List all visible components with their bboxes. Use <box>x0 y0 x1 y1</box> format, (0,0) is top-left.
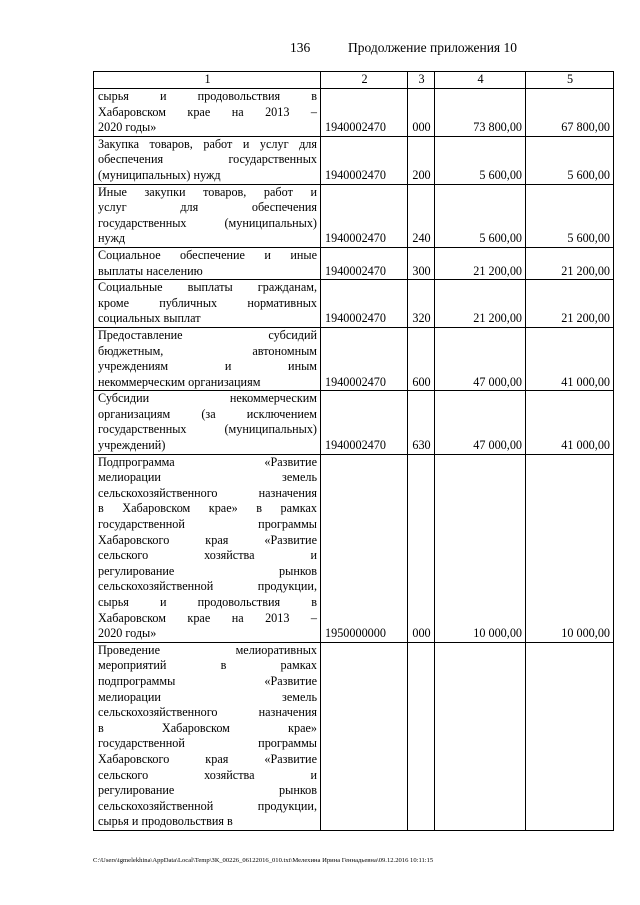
row-name-line: сырья и продовольствия в <box>98 814 233 829</box>
row-name-line: (муниципальных) нужд <box>98 167 221 182</box>
amount-year-2-cell: 5 600,00 <box>526 136 614 184</box>
row-name-line: Подпрограмма «Развитие <box>98 454 317 469</box>
amount-year-2-cell <box>526 642 614 830</box>
row-name-line: социальных выплат <box>98 311 201 326</box>
expense-type-code-cell: 300 <box>408 247 435 279</box>
expense-type-code-cell: 200 <box>408 136 435 184</box>
column-header-2: 2 <box>321 72 408 89</box>
amount-year-1-cell: 47 000,00 <box>435 327 526 390</box>
row-name-line: государственной программы <box>98 517 317 532</box>
target-article-code-cell: 1940002470 <box>321 280 408 328</box>
target-article-code-cell: 1940002470 <box>321 391 408 454</box>
expense-type-code-cell: 630 <box>408 391 435 454</box>
row-name-line: обеспечения государственных <box>98 152 317 167</box>
row-name-line: мелиорации земель <box>98 470 317 485</box>
row-name-line: сырья и продовольствия в <box>98 89 317 103</box>
row-name-line: подпрограммы «Развитие <box>98 673 317 688</box>
target-article-code-cell: 1940002470 <box>321 247 408 279</box>
amount-year-2-cell: 67 800,00 <box>526 89 614 137</box>
column-number-row <box>94 72 614 89</box>
row-name-line: в Хабаровском крае» <box>98 720 317 735</box>
target-article-code-cell: 1940002470 <box>321 327 408 390</box>
expense-type-code-cell: 320 <box>408 280 435 328</box>
appendix-continuation-caption: Продолжение приложения 10 <box>348 40 518 55</box>
table-row <box>94 391 614 454</box>
row-name-line: Предоставление субсидий <box>98 327 317 342</box>
row-name-cell <box>94 280 321 328</box>
row-name-line: Проведение мелиоративных <box>98 642 317 657</box>
row-name-line: кроме публичных нормативных <box>98 295 317 310</box>
expense-type-code-cell <box>408 642 435 830</box>
target-article-code-cell: 1940002470 <box>321 184 408 247</box>
row-name-line: учреждениям и иным <box>98 359 317 374</box>
row-name-line: Закупка товаров, работ и услуг для <box>98 136 317 151</box>
row-name-line: 2020 годы» <box>98 626 157 641</box>
row-name-cell <box>94 89 321 137</box>
expense-type-code-cell: 600 <box>408 327 435 390</box>
page-number: 136 <box>290 40 311 55</box>
column-header-1: 1 <box>94 72 321 89</box>
row-name-line: Хабаровском крае на 2013 – <box>98 610 317 625</box>
target-article-code-cell: 1940002470 <box>321 89 408 137</box>
row-name-cell <box>94 391 321 454</box>
target-article-code-cell <box>321 642 408 830</box>
row-name-cell <box>94 642 321 830</box>
row-name-cell <box>94 327 321 390</box>
row-name-line: сельскохозяйственной продукции, <box>98 579 317 594</box>
table-row <box>94 327 614 390</box>
row-name-cell <box>94 136 321 184</box>
amount-year-2-cell: 21 200,00 <box>526 280 614 328</box>
row-name-line: мелиорации земель <box>98 689 317 704</box>
expense-type-code-cell: 000 <box>408 89 435 137</box>
table-row <box>94 280 614 328</box>
amount-year-1-cell: 47 000,00 <box>435 391 526 454</box>
row-name-line: выплаты населению <box>98 263 203 278</box>
document-file-path: C:\Users\igmelekhina\AppData\Local\Temp\ЗК_00226_06122016_010.txt\Мелехина Ирина Геннадьевна\09.12.2016 10:11:15 <box>93 857 434 864</box>
row-name-line: Хабаровского края «Развитие <box>98 532 317 547</box>
row-name-line: мероприятий в рамках <box>98 658 317 673</box>
row-name-line: Иные закупки товаров, работ и <box>98 184 317 199</box>
table-row <box>94 184 614 247</box>
row-name-line: нужд <box>98 231 126 246</box>
amount-year-1-cell <box>435 642 526 830</box>
row-name-line: учреждений) <box>98 438 166 453</box>
row-name-line: государственной программы <box>98 736 317 751</box>
row-name-cell <box>94 184 321 247</box>
row-name-line: сельскохозяйственного назначения <box>98 485 317 500</box>
target-article-code-cell: 1940002470 <box>321 136 408 184</box>
amount-year-2-cell: 5 600,00 <box>526 184 614 247</box>
row-name-line: бюджетным, автономным <box>98 343 317 358</box>
row-name-line: регулирование рынков <box>98 563 317 578</box>
amount-year-2-cell: 41 000,00 <box>526 327 614 390</box>
table-body <box>94 89 614 831</box>
row-name-line: некоммерческим организациям <box>98 374 261 389</box>
row-name-line: сельскохозяйственной продукции, <box>98 798 317 813</box>
amount-year-1-cell: 73 800,00 <box>435 89 526 137</box>
row-name-line: организациям (за исключением <box>98 406 317 421</box>
amount-year-1-cell: 5 600,00 <box>435 184 526 247</box>
amount-year-1-cell: 21 200,00 <box>435 247 526 279</box>
table-row <box>94 136 614 184</box>
table-row <box>94 642 614 830</box>
row-name-line: в Хабаровском крае» в рамках <box>98 501 317 516</box>
expense-type-code-cell: 000 <box>408 454 435 642</box>
row-name-cell <box>94 454 321 642</box>
table-row <box>94 89 614 137</box>
row-name-line: сельского хозяйства и <box>98 548 317 563</box>
row-name-line: сельского хозяйства и <box>98 767 317 782</box>
row-name-cell <box>94 247 321 279</box>
amount-year-2-cell: 21 200,00 <box>526 247 614 279</box>
row-name-line: Хабаровском крае на 2013 – <box>98 104 317 119</box>
target-article-code-cell: 1950000000 <box>321 454 408 642</box>
amount-year-1-cell: 21 200,00 <box>435 280 526 328</box>
row-name-line: сельскохозяйственного назначения <box>98 705 317 720</box>
column-header-5: 5 <box>526 72 614 89</box>
row-name-line: 2020 годы» <box>98 120 157 135</box>
amount-year-1-cell: 5 600,00 <box>435 136 526 184</box>
row-name-line: Социальное обеспечение и иные <box>98 247 317 262</box>
row-name-line: Социальные выплаты гражданам, <box>98 280 317 295</box>
row-name-line: сырья и продовольствия в <box>98 595 317 609</box>
table-row <box>94 454 614 642</box>
column-header-3: 3 <box>408 72 435 89</box>
column-header-4: 4 <box>435 72 526 89</box>
amount-year-2-cell: 41 000,00 <box>526 391 614 454</box>
expense-type-code-cell: 240 <box>408 184 435 247</box>
row-name-line: Хабаровского края «Развитие <box>98 751 317 766</box>
row-name-line: государственных (муниципальных) <box>98 422 317 437</box>
row-name-line: государственных (муниципальных) <box>98 215 317 230</box>
table-row <box>94 247 614 279</box>
amount-year-2-cell: 10 000,00 <box>526 454 614 642</box>
row-name-line: Субсидии некоммерческим <box>98 391 317 406</box>
row-name-line: услуг для обеспечения <box>98 200 317 215</box>
row-name-line: регулирование рынков <box>98 783 317 798</box>
amount-year-1-cell: 10 000,00 <box>435 454 526 642</box>
budget-table <box>93 71 614 831</box>
